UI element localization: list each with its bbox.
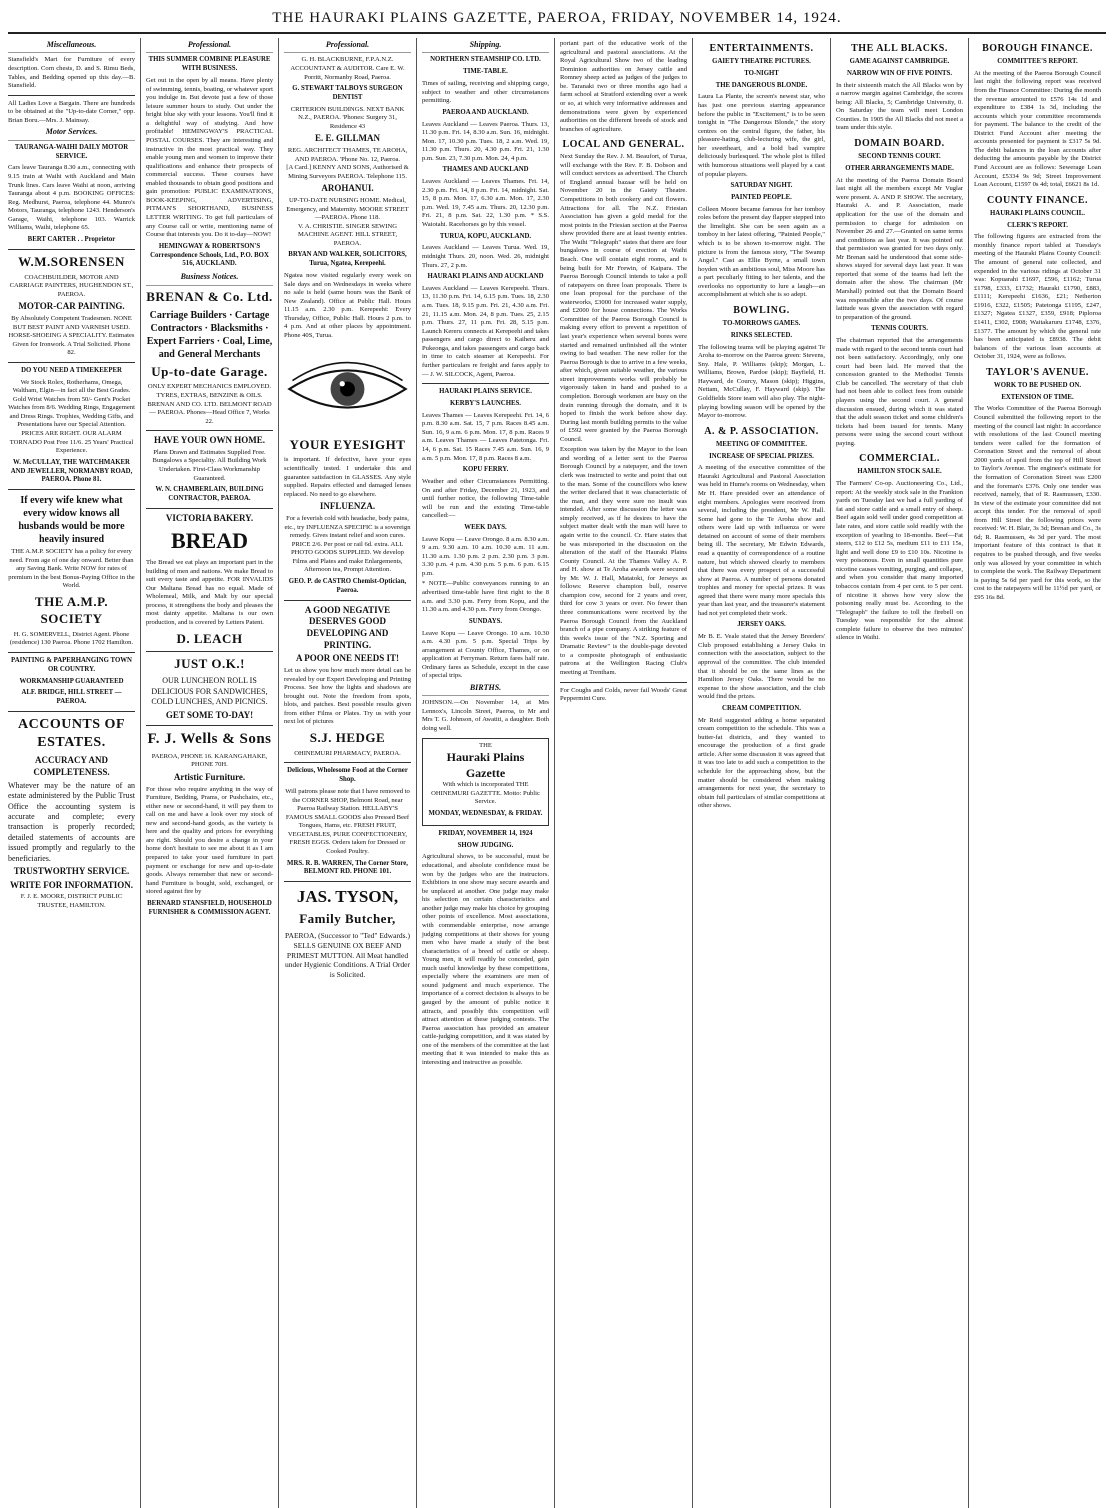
article-text: Mr Reid suggested adding a home separated cream competition to the schedule. This was a butter-fat districts, and they wanted to encourage the production of a first grade article. After some discussion it was agreed that it was too late to add such a competition to the schedule for the approaching show, but the matter should be considered when making arrangements for next year, the secretary to obtain full particulars of similar competitions at other shows. [698, 716, 825, 810]
masthead: THE HAURAKI PLAINS GAZETTE, PAEROA, FRIDAY, NOVEMBER 14, 1924. [8, 6, 1106, 34]
ad-text: We Stock Rolex, Rotherhams, Omega, Waltham, Elgin—in fact all the Best Grades. Gold Wrist Watches from 50/- Gent's Pocket Watches from 8/6. Wedding Rings, Engagement and Dress Rings. Trophies, Wedding Gifts, and Presentations have our Special Attention. PRICES ARE RIGHT. OUR ALARM TORNADO Post Free 11/6. 25 Years' Practical Experience. [8, 378, 135, 455]
ad-title: D. LEACH [176, 630, 243, 646]
ad-text: PAEROA, PHONE 16. KARANGAHAKE, PHONE 70H. [151, 752, 268, 769]
ad-title: W.M.SORENSEN [18, 253, 125, 269]
footer-ad: For Coughs and Colds, never fail Woods' Great Peppermint Cure. [560, 686, 687, 703]
section-header: Professional. [284, 40, 411, 53]
eye-illustration [284, 344, 411, 434]
article-text: In their sixteenth match the All Blacks won by a narrow margin against Cambridge, the scores being: All Blacks, 5; Cambridge University, 0. On Saturday the team will meet London Counties. In 1905 the All Blacks did not meet a team under this style. [836, 81, 963, 132]
ad-text: MRS. R. B. WARREN, The Corner Store, BELMONT RD. PHONE 101. [287, 859, 408, 876]
ad-text: H. G. SOMERVELL, District Agent. Phone (residence) 130 Paeroa. Phone 1702 Hamilton. [9, 630, 134, 647]
ad-text: REG. ARCHITECT THAMES, TE AROHA, AND PAEROA. 'Phone No. 12, Paeroa. [287, 147, 408, 163]
notice-text: JOHNSON.—On November 14, at Mrs Lennox's, Lincoln Street, Paeroa, to Mr and Mrs T. G. Johnson, of Awatiti, a daughter. Both doing well. [422, 699, 549, 732]
article-subtitle: HAURAKI PLAINS COUNCIL. [990, 209, 1085, 217]
article-subtitle: COMMITTEE'S REPORT. [997, 58, 1078, 65]
article-text: Next Sunday the Rev. J. M. Beaufort, of Turua, will exchange with the Rev. F. B. Dobson and will conduct services as advertised. The Church of England annual bazaar will be held on November 20 in the Gaiety Theatre. Competitions in both cookery and cut flowers. Attractions for all. The N.Z. Friesian Association has given a gold medal for the most points in the Friesian section at the Paeroa show provided there are at least twenty entries. The Waihi "Telegraph" states that there are four bungalows in course of erection at Waihi Beach. One will contain eight rooms, and is being built for Mr Frewin, of Kaipara. The Paeroa Borough Council intends to take a poll of ratepayers on three loan proposals. There is one loan proposal for the purchase of the waterworks, £3000 for increased water supply, and £2000 for house connections. The Works Committee of the Paeroa Borough Council is making every effort to prevent a repetition of last year's experience when several bores were started and remained unfinished all the winter owing to bad weather. The new roller for the Paeroa Borough is due to arrive in a few weeks, after which, given suitable weather, the various street improvements works will probably be vigorously taken in hand and pushed to a completion. Borough workmen are busy on the drain running through the domain, and it is hoped to finish the work before show day. During last month building permits to the value of £592 were granted by the Paeroa Borough Council. [560, 153, 687, 443]
column-7 [831, 38, 969, 1508]
ad-title: F. J. Wells & Sons [147, 731, 272, 748]
article-text: Mr B. E. Veale stated that the Jersey Breeders' Club proposed establishing a Jersey Oaks in connection with the association, subject to the approval of the committee. The club intended that it should be on the same lines as the Hamilton Jersey Oaks. There would be no expense to the show association, and the club would find the prizes. [698, 633, 825, 701]
ad-title: YOUR EYESIGHT [289, 436, 406, 452]
article-text: portant part of the educative work of the agricultural and pastoral associations. At the Royal Agricultural Show two of the leading Dominion authorities on Jersey cattle and Romney sheep acted as judges of the judges to be. Taranaki two or three months ago had a farm school at Stratford extending over a week or so, at which very informative addresses and demonstrations were given by experienced authorities on the different breeds of stock and branches of agriculture. [560, 40, 687, 133]
article-text: At the meeting of the Paeroa Domain Board last night all the members except Mr Vuglar were present. A. AND P. SHOW. The secretary, Hauraki A. and P. Association, made application for the use of the domain and permission to charge for admission on November 26 and 27.—Granted on same terms and conditions as last year. It was pointed out that permission was granted for two days only. Mr Brenan said he understood that some side-shows stayed for several days last year. It was reported that some of the teams had left the domain after the show. The chairman (Mr Marshall) pointed out that the Domain Board was responsible after the two days. Of course latitude was given the association with regard to preparation of the ground. [836, 176, 963, 321]
article-subtitle: OTHER ARRANGEMENTS MADE. [845, 164, 954, 172]
ad-title: Up-to-date Garage. [151, 363, 268, 379]
ad-text: * NOTE—Public conveyances running to an advertised time-table have first right to the 8 a.m. and 3.30 p.m. Ferry from Kopu, and the 11.30 a.m. and 4.30 p.m. Ferry from Orongo. [422, 580, 549, 614]
ad-text: OUR LUNCHEON ROLL IS DELICIOUS FOR SANDWICHES, COLD LUNCHES, AND PICNICS. [151, 676, 268, 707]
ad-title: NORTHERN STEAMSHIP CO. LTD. [430, 56, 541, 64]
ad-text: Times of sailing, receiving and shipping cargo, subject to weather and other circumstances permitting. [422, 80, 549, 105]
article-subtitle: CLERK'S REPORT. [1007, 221, 1068, 229]
column-4 [417, 38, 555, 1508]
ad-text: BERNARD STANSFIELD, HOUSEHOLD FURNISHER & COMMISSION AGENT. [147, 899, 272, 916]
ad-title: ACCOUNTS OF ESTATES. [17, 717, 125, 751]
article-text: The following teams will be playing against Te Aroha to-morrow on the Paeroa green: Stevens, Sny. Hale, P. Williams (skip); Morgan, L. Williams, Brown, Pardoe (skip); Bayfield, H. Hayward, de Courcy, Mason (skip); Higgins, Nettam, McCullay, F. Hayward (skip). The Goldfields Store team will also play. The night-playing bowling season will be opened by the Mayor to-morrow. [698, 343, 825, 420]
ad-title: TIME-TABLE. [463, 68, 508, 76]
article-subtitle: EXTENSION OF TIME. [1001, 393, 1074, 401]
ad-text: For those who require anything in the way of Furniture, Bedding, Prams, or Pushchairs, etc., either new or second-hand, it will pay them to call on me and have a look over my stock of new and second-hand goods, as the variety is here and the quality and prices for everything are right. Should you desire a change in your home don't hesitate to see me about it as I am prepared to take your used furniture in part payment or exchange for new and up-to-date goods. Always remember that new or second-hand Furniture is bought, sold, exchanged, or stored against fire by [146, 785, 273, 896]
ad-text: Leaves Auckland — Leaves Kerepeehi. Thurs. 13, 11.30 p.m. Fri. 14, 6.15 p.m. Tues. 18, 2.30 a.m. Tues. 18, 9.15 p.m. Fri. 21, 4.30 a.m. Fri. 21, 11.15 a.m. Mon. 24, 8 p.m. Tues. 25, 2.15 p.m. Thurs. 27, 11 p.m. Fri. 28, 5.15 p.m. Launch Kereru connects at Kerepeehi and takes passengers and cargo direct to Kaiheru and Pukeonga, and takes passengers and cargo back in time to catch steamer at Kerepeehi. For further particulars re freight and fares apply to— J. W. SILCOCK, Agent, Paeroa. [422, 284, 549, 378]
ad-title: KERBY'S LAUNCHES. [449, 399, 521, 407]
ad-text: Leaves Auckland — Leaves Paeroa. Thurs. 13, 11.30 p.m. Fri. 14, 8.30 a.m. Sun. 16, midnight. Mon. 17, 10.30 p.m. Tues. 18, 2 a.m. Wed. 19, 11.30 p.m. Thurs. 20, 4.30 p.m. Fri. 21, 1.30 p.m. Sun. 23, 7.30 p.m. Mon. 24, 4 p.m. [422, 120, 549, 162]
ad-text: Leave Kopu — Leave Orongo. 10 a.m. 10.30 a.m. 4.30 p.m. 5 p.m. Special Trips by arrangement at County Office, Thames, or on application at Ferryman. Return fares half rate. Ordinary fares as Schedule, except in the case of special trips. [422, 629, 549, 680]
article-text: The Farmers' Co-op. Auctioneering Co., Ltd., report: At the weekly stock sale in the Frankton yards on Tuesday last we had a full yarding of fat and store cattle and a small entry of sheep. Beef again sold well under good competition at late rates, and store cattle sold readily with the exception of yearling to 18-months. Beef—Fat steers, £12 to £12 5s, medium £11 to £11 15s, light and well done £9 to £10 10s. Nicotine is very poisonous. Even in small quantities pure nicotine causes vomiting, purging, and collapse, and when you consider that many imported tobaccos contain from 4 per cent. to 5 per cent. of nicotine it shows how very slow the poisoning really must be. According to the "Telegraph" the failure to toll the firebell on Tuesday was responsible for the almost complete failure to observe the two minutes' silence in Waihi. [836, 480, 963, 642]
masthead-the: THE [479, 741, 492, 749]
section-header: Business Notices. [146, 272, 273, 285]
ad-text: Stansfield's Mart for Furniture of every description. Corn chests, D. and S. Rimu Beds, Tables, and Bedding opened up this day.—B. Stansfield. [8, 56, 135, 90]
ad-text: Ngatea now visited regularly every week on Sale days and on Wednesdays in weeks where no sale is held (same hours was the Bank of New Zealand). Office at Public Hall. Hours 11.15 a.m. 2.30 p.m. Kerepeehi: Every Thursday, Office, Public Hall. Hours 2 p.m. to 4 p.m. And at other places by appointment. Phone 40S, Turua. [284, 272, 411, 340]
ad-text: COACHBUILDER, MOTOR AND CARRIAGE PAINTERS, HUGHENDON ST., PAEROA. [9, 273, 134, 298]
ad-title: WRITE FOR INFORMATION. [9, 879, 134, 890]
ad-title: Artistic Furniture. [173, 771, 246, 782]
article-subtitle: WORK TO BE PUSHED ON. [993, 381, 1082, 389]
ad-text: Leaves Auckland — Leaves Thames. Fri. 14, 2.30 p.m. Fri. 14, 8 p.m. Fri. 14, midnight. Sat. 15, 8 p.m. Mon. 17, 6.30 a.m. Mon. 17, 2.30 p.m. Wed. 19, 7.45 a.m. Thurs. 20, 12.30 p.m. Fri. 21, 8 p.m. Sat. 22, 1.30 p.m. * S.S. Waiotahi. Racehorses go by this vessel. [422, 178, 549, 229]
ad-title: VICTORIA BAKERY. [165, 512, 254, 523]
article-title: THE ALL BLACKS. [851, 43, 948, 54]
ad-text: [A Card.] KENNY AND SONS, Authorised & Mining Surveyors PAEROA. Telephone 115. [286, 164, 409, 180]
section-header: BIRTHS. [422, 683, 549, 696]
ad-text: Plans Drawn and Estimates Supplied Free. Bungalows a Speciality. All Building Work Undertaken. First-Class Workmanship Guaranteed. [152, 448, 267, 482]
ad-text: The Bread we eat plays an important part in the building of men and nations. We make Bread to suit every taste and appetite. FOR INVALIDS Our Maltana Bread has no equal. Made of Wholemeal, Milk, and Malt by our special process, it strengthens the body and pleases the most dainty appetite. Maltana is our own production, and is covered by Letters Patent. [146, 559, 273, 627]
article-text: Agricultural shows, to be successful, must be educational, and absolute confidence must be won by the judges who are the instructors. Exhibitors in one show may secure awards and be unplaced at another. One judge may make his selection on certain characteristics and another judge may make his choice by grouping other points of excellence. Most associations, with commendable enterprise, now arrange judging competitions at their shows for young men who have made a study of the best characteristics of a breed of cattle or sheep. Young men, it will readily be conceded, gain much useful knowledge by these competitions, especially where the examiners are men of sound judgment and much experience. The importance of a correct decision is always to be gauged by the amount of public notice it attracts, and possibly this competition will attract attention at these judging contests. The Paeroa association has provided an amateur cattle-judging competition, and it was stated by one of the members of the committee at the last meeting that it was intended to make this as interesting and instructive as possible. [422, 853, 549, 1066]
ad-text: W. McCULLAY, THE WATCHMAKER AND JEWELLER, NORMANBY ROAD, PAEROA. Phone 81. [10, 458, 133, 484]
article-title: COMMERCIAL. [859, 453, 940, 465]
ad-title: HAURAKI PLAINS AND AUCKLAND [427, 273, 544, 281]
ad-title: E. E. GILLMAN [314, 133, 380, 144]
article-text: The chairman reported that the arrangements made with regard to the second tennis court had not been satisfactory. Accordingly, only one court had been laid. He moved that the concession granted to the Methodist Tennis Club be cancelled. The secretary of that club had not been able to collect fees from outside players using the second court. A general discussion ensued, during which it was stated that the adult season ticket and some children's tickets had been issued for tennis. Many persons were using the second court without paying. [836, 337, 963, 447]
ad-text: Get out in the open by all means. Have plenty of swimming, tennis, boating, or whatever sport you indulge in. But devote just a few of those leisure summer hours to study. Out under the bright blue sky with your lessons. You'll find it a delightful way of studying. And how profitable! HEMINGWAY'S PRACTICAL POSTAL COURSES. They are interesting and instructive in the most practical way. They enable young men and women to improve their qualifications and enhance their prospects of commercial success. These courses have enabled thousands to obtain good positions and gain promotion: PUBLIC EXAMINATIONS, BOOK-KEEPING, ADVERTISING, PITMAN'S SHORTHAND, BUSINESS LETTER WRITING. To get full particulars of any Course call or write, mentioning name of Course that interests you. Do it to-day—NOW! [146, 77, 273, 239]
article-text: The following figures are extracted from the monthly finance report tabled at Tuesday's meeting of the Hauraki Plains County Council: The amount of general rate collected, and expended in the various ridings at October 31 was: Kopuarahi £1697, £596, £1162; Turua £1798, £333, £1732; Hauraki £1790, £883, £1111; Kerepeehi £1636, £21; Netherton £1916, £322, £1505; Patetonga £1195, £247, £1327; Ngatea £1327, £359, £918; Piploroa £1411, £302, £908; Waitakaruru £1748, £376, £1377. The amount by which the general rate has been anticipated is £8938. The debit balances of the various loan accounts at October 31, 1924, were as follows. [974, 233, 1101, 361]
ad-text: Leaves Auckland — Leaves Turua. Wed. 19, midnight Thurs. 20, noon. Wed. 26, midnight Thurs. 27, 2 p.m. [422, 244, 549, 269]
issue-date: FRIDAY, NOVEMBER 14, 1924 [438, 829, 533, 837]
gazette-masthead [422, 738, 549, 826]
article-title: ENTERTAINMENTS. [709, 43, 814, 54]
column-1 [8, 38, 141, 1508]
ad-text: Carriage Builders · Cartage Contractors · Blacksmiths · Expert Farriers · Coal, Lime, and General Merchants [146, 309, 273, 360]
article-subtitle: GAIETY THEATRE PICTURES. [712, 58, 811, 65]
ad-title: HAURAKI PLAINS SERVICE. [439, 388, 532, 396]
masthead-days: MONDAY, WEDNESDAY, & FRIDAY. [428, 809, 543, 817]
article-subtitle: TO-NIGHT [744, 69, 779, 77]
ad-title: A POOR ONE NEEDS IT! [295, 653, 400, 664]
ad-text: Whatever may be the nature of an estate administered by the Public Trust Office the accounting system is accurate and complete; every transaction is properly recorded; detailed statements of accounts are issued promptly and regularly to the beneficiaries. [8, 780, 135, 863]
ad-title: THIS SUMMER COMBINE PLEASURE WITH BUSINESS. [148, 56, 271, 73]
article-subtitle: JERSEY OAKS. [737, 621, 786, 629]
ad-title: BRENAN & Co. Ltd. [146, 288, 273, 304]
article-subtitle: MEETING OF COMMITTEE. [716, 440, 807, 448]
column-2 [141, 38, 279, 1508]
ad-title: TURUA, KOPU, AUCKLAND. [439, 232, 532, 240]
ad-text: THE A.M.P. SOCIETY has a policy for every need. From age of one day onward. Better than any Saving Bank. Write NOW for rates of premium in the best Bonus-Paying Office in the World. [8, 548, 135, 590]
section-header: Shipping. [422, 40, 549, 53]
ad-text: Leaves Thames — Leaves Kerepeehi. Fri. 14, 6 p.m. 8.30 a.m. Sat. 15, 7 p.m. Races 8.45 a.m. Sun. 16, 9 a.m. 6 p.m. Mon. 17, 8 p.m. Races 9 a.m. Leaves Thames — Leaves Patetonga. Fri. 14, 6 p.m. Sat. 15 Races 7.45 a.m. Sun. 16, 9 a.m. 5 p.m. Mon. 17, 8 p.m. Races 8 a.m. [422, 411, 549, 462]
masthead-sub: With which is incorporated THE OHINEMURI GAZETTE. Motto: Public Service. [431, 781, 540, 806]
ad-title: KOPU FERRY. [462, 466, 509, 474]
article-subtitle: CREAM COMPETITION. [722, 704, 801, 712]
ad-title: TAURANGA-WAIHI DAILY MOTOR SERVICE. [14, 143, 129, 160]
ad-text: Let us show you how much more detail can be revealed by our Expert Developing and Printing Process. See how the lights and shadows are brought out. Note the freedom from spots, blots, and patches. Best possible results given from either Films or Plates. Try us with your next lot of pictures [284, 667, 411, 726]
ad-title: GEO. P. de CASTRO Chemist-Optician, Paeroa. [288, 577, 407, 594]
ad-text: Weather and other Circumstances Permitting. On and after Friday, December 21, 1923, and until further notice, the following Time-table will be run and the existing Time-table cancelled:— [422, 477, 549, 520]
ad-title: PAINTING & PAPERHANGING TOWN OR COUNTRY. [11, 656, 132, 673]
article-subtitle: RINKS SELECTED. [730, 331, 793, 339]
masthead-title: Hauraki Plains Gazette [446, 750, 525, 780]
ad-text: All Ladies Love a Bargain. There are hundreds to be obtained at the "Up-to-date Corner," opp. Brian Boru.—Mrs. J. Mainsay. [8, 99, 135, 124]
ad-title: If every wife knew what every widow knows all husbands would be more heavily insured [18, 495, 125, 546]
ad-title: G. STEWART TALBOYS SURGEON DENTIST [292, 85, 403, 101]
article-text: Laura La Plante, the screen's newest star, who has just one previous starring appearance before the public in "Excitement," is to be seen tonight in "The Dangerous Blonde," the story centres on the central figure, the father, his pleasure-hating, club-lecturing wife, the girl, her sweetheart, and a bold bad vampire deliciously burlesqued. The whole plot is filled with humorous situations well played by a cast of popular players. [698, 93, 825, 178]
article-title: BOWLING. [733, 304, 790, 316]
article-title: A. & P. ASSOCIATION. [704, 425, 819, 437]
article-subtitle: GAME AGAINST CAMBRIDGE. [849, 58, 950, 65]
ad-text: Will patrons please note that I have removed to the CORNER SHOP, Belmont Road, near Paeroa Railway Station. HELLABY'S FAMOUS SMALL GOODS also Pressed Beef Tongues, Hams, etc. FRESH FRUIT, VEGETABLES, PURE CONFECTIONERY, FRESH EGGS. Orders taken for Dressed or Cooked Poultry. [285, 788, 410, 855]
ad-title: MOTOR-CAR PAINTING. [18, 301, 125, 312]
section-header: Professional. [146, 40, 273, 53]
article-text: A meeting of the executive committee of the Hauraki Agricultural and Pastoral Association was held in Hume's rooms on Wednesday, when Mr H. Hare presided over an attendance of eight members. Apologies were received from several, including the president, Mr W. Hall. Some had gone to the Te Aroha show and others were laid up with influenza or were detained on account of some of their members being ill. The secretary, Mr Edwin Edwards, read a quantity of correspondence of a routine nature, but which showed clearly to members that there was every prospect of a successful show at Paeroa. A number of persons donated trophies and money for special prizes. It was agreed that there were many more specials this year than last year, and the treasurer's statement had not yet completed their work. [698, 464, 825, 617]
ad-title: BREAD [170, 528, 248, 554]
ad-title: PAEROA AND AUCKLAND. [442, 108, 529, 116]
section-header: Motor Services. [8, 127, 135, 140]
ad-text: CRITERION BUILDINGS. NEXT BANK N.Z., PAEROA. 'Phones: Surgery 31, Residence 43 [290, 105, 405, 130]
ad-title: ACCURACY AND COMPLETENESS. [33, 755, 110, 778]
ad-title: S.J. HEDGE [309, 729, 386, 745]
article-subtitle: THE DANGEROUS BLONDE. [715, 81, 808, 89]
ad-text: BERT CARTER . . Proprietor [27, 235, 116, 243]
ad-text: ONLY EXPERT MECHANICS EMPLOYED. TYRES, EXTRAS, BENZINE & OILS. BRENAN AND CO. LTD. BELMONT ROAD — PAEROA. Phones—Head Office 7, Works 22. [147, 383, 272, 425]
article-subtitle: HAMILTON STOCK SALE. [857, 468, 942, 476]
column-6 [693, 38, 831, 1508]
ad-title: THAMES AND AUCKLAND [442, 166, 529, 174]
article-subtitle: PAINTED PEOPLE. [731, 193, 792, 201]
ad-text: UP-TO-DATE NURSING HOME. Medical, Emergency, and Maternity. MOORE STREET—PAEROA. Phone 118. [286, 197, 409, 222]
article-subtitle: NARROW WIN OF FIVE POINTS. [846, 69, 953, 77]
article-text: Exception was taken by the Mayor to the loan and wording of a letter sent to the Paeroa Borough Council by a ratepayer, and the town clerk was instructed to write and point that out to the man. Some of the councillors who knew the writer declared that it was characteristic of the man, and they were sure no insult was intended. After some discussion the letter was simply received, as if he desires to have the subject matter dealt with the man will have to again write to the council. Cr. Hare states that he was misreported in the discussion on the alteration of the staff of the Hauraki Plains County Council. At the Thames Valley A. P. and H. show at Te Aroha awards were secured by Mr. W. J. Hall, Matatoki, for Jerseys as follows: Reserve champion bull, reserve champion cow, second for 2 years and over, third for cow 3 years or over. No fewer than three communications were received by the Paeroa Borough Council from the Auckland branch of a pipe company. A striking feature of this week's issue of the "N.Z. Sporting and Dramatic Review" is the double-page devoted to a composite photograph of enthusiastic patrons at the Wellington Racing Club's meeting at Trentham. [560, 446, 687, 676]
article-title: TAYLOR'S AVENUE. [986, 366, 1089, 378]
ad-title: WEEK DAYS. [464, 523, 507, 531]
article-subtitle: SATURDAY NIGHT. [730, 182, 793, 190]
article-subtitle: TENNIS COURTS. [871, 325, 928, 333]
ad-text: W. N. CHAMBERLAIN, BUILDING CONTRACTOR, PAEROA. [155, 486, 264, 502]
ad-title: JAS. TYSON, [296, 887, 399, 907]
ad-title: INFLUENZA. [319, 501, 376, 512]
ad-text: OHINEMURI PHARMACY, PAEROA. [294, 749, 401, 757]
section-header: Miscellaneous. [8, 40, 135, 53]
column-5 [555, 38, 693, 1508]
ad-text: is important. If defective, have your eyes scientifically tested. I undertake this and guarantee satisfaction in GLASSES. Any style supplied. Repairs effected and damaged lenses replaced. No need to go elsewhere. [284, 456, 411, 498]
column-8 [969, 38, 1106, 1508]
ad-title: THE A.M.P. SOCIETY [34, 593, 109, 626]
article-title: DOMAIN BOARD. [854, 138, 945, 150]
ad-text: V. A. CHRISTIE. SINGER SEWING MACHINE AGENT. HILL STREET, PAEROA. [298, 222, 397, 247]
ad-text: Cars leave Tauranga 8.30 a.m., connecting with 9.15 train at Waihi with Auckland and Main Trunk lines. Cars leave Waihi at noon, arriving Tauranga about 4 p.m. BOOKING OFFICES: Reg. Medhurst, Paeroa, telephone 44. Munro's Motors, Tauranga, telephone 1243. Henderson's Garage, Waihi, telephone 103. Warrick Williams, Waihi, telephone 65. [8, 164, 135, 232]
article-text: At the meeting of the Paeroa Borough Council last night the following report was received from the Finance Committee: During the month the revenue amounted to £576 14s 1d and expenditure to £384 1s 3d, including the accounts which your committee recommends for payment. The balance to the credit of the District Fund Account after meeting the accounts presented for payment is £317 5s 9d. The debit balances in the loan accounts after deducting the amounts payable by the District Fund Account are as follows: Sewerage Loan Account, £5334 9s 9d; Street Improvement Loan Account, £1597 0s 4d; total, £6621 8s 1d. [974, 69, 1101, 189]
ad-text: ALF. BRIDGE, HILL STREET — PAEROA. [21, 689, 122, 706]
article-title: COUNTY FINANCE. [986, 194, 1089, 206]
ad-text: F. J. E. MOORE, DISTRICT PUBLIC TRUSTEE, HAMILTON. [20, 893, 123, 909]
ad-title: HAVE YOUR OWN HOME. [153, 435, 265, 446]
ad-title: SUNDAYS. [468, 617, 503, 625]
article-title: SHOW JUDGING. [457, 841, 514, 849]
ad-title: JUST O.K.! [174, 656, 245, 672]
ad-title: TRUSTWORTHY SERVICE. [13, 865, 130, 876]
ad-title: Family Butcher, [299, 911, 396, 927]
article-subtitle: INCREASE OF SPECIAL PRIZES. [709, 452, 814, 460]
ad-title: AROHANUI. [321, 183, 374, 194]
column-3 [279, 38, 417, 1508]
ad-title: GET SOME TO-DAY! [165, 709, 254, 720]
article-text: Colleen Moore became famous for her tomboy roles before the present day flapper stepped into the limelight. She can be seen again as a tomboy in her latest offering, "Painted People," which is to be shown to-morrow night. The picture is from the famous story, "The Swamp Angel." Cast as Ellie Byrne, a small town hoyden with an ambitious soul, Miss Moore has a part peculiarly fitting to her talents, and the overlooks no opportunity to lure a laugh—an accomplishment at which she is so adept. [698, 205, 825, 299]
ad-text: HEMINGWAY & ROBERTSON'S Correspondence Schools, Ltd., P.O. BOX 516, AUCKLAND. [150, 242, 269, 268]
article-subtitle: SECOND TENNIS COURT. [858, 153, 941, 161]
ad-title: DO YOU NEED A TIMEKEEPER [21, 366, 122, 374]
article-text: The Works Committee of the Paeroa Borough Council submitted the following report to the meeting of the council last night: In accordance with resolutions of the last Council meeting tenders were called for the formation of Coronation Street and the removal of about 2000 yards of spoil from the top of Hill Street to Taylor's Avenue. The engineer's estimate for the formation of Coronation Street was £200 and the foreman's £376. Only one tender was received, namely, that of R. Rasmussen, £330. In view of the estimate your committee did not accept this tender. For the removal of spoil from Hill Street the following prices were received: W. H. Blair, 3s 3d; Brenan and Co., 3s 6d; R. Rasmussen, 4s 3d per yard. The most important feature of this contract is that it requires to be pushed through, and five weeks only was allowed by your committee in which to complete the work. The Railway Department is paying 5s 6d per yard for this work, so the cost to the ratepayers will be 11½d per yard, or £95 16s 8d. [974, 405, 1101, 601]
ad-title: WORKMANSHIP GUARANTEED [19, 677, 124, 685]
article-title: BOROUGH FINANCE. [982, 43, 1093, 54]
article-title: LOCAL AND GENERAL. [562, 139, 685, 151]
ad-title: BRYAN AND WALKER, SOLICITORS, Turua, Ngatea, Kerepeehi. [288, 251, 407, 268]
article-subtitle: TO-MORROWS GAMES. [722, 319, 801, 327]
ad-text: By Absolutely Competent Tradesmen. NONE BUT BEST PAINT AND VARNISH USED. HORSE-SHOEING A SPECIALITY. Estimates Given for Ironwork. A Trial Solicited. Phone 82. [8, 314, 135, 357]
ad-text: Leave Kopu — Leave Orongo. 8 a.m. 8.30 a.m. 9 a.m. 9.30 a.m. 10 a.m. 10.30 a.m. 11 a.m. 11.30 a.m. 1.30 p.m. 2 p.m. 2.30 p.m. 3 p.m. 3.30 p.m. 4 p.m. 4.30 p.m. 5 p.m. 6 p.m. 6.15 p.m. [422, 535, 549, 577]
ad-text: PAEROA, (Successor to "Ted" Edwards.) SELLS GENUINE OX BEEF AND PRIMEST MUTTON. All Meat handled under Hygienic Conditions. A Trial Order is Solicited. [285, 931, 410, 980]
ad-title: A GOOD NEGATIVE DESERVES GOOD DEVELOPING AND PRINTING. [304, 604, 391, 650]
ad-title: Delicious, Wholesome Food at the Corner Shop. [287, 767, 408, 784]
ad-text: For a feverish cold with headache, body pains, etc., try INFLUENZA SPECIFIC is a sovereign remedy. Gives instant relief and soon cures. PRICE 2/6. Per post or rail 6d. extra. ALL PHOTO GOODS SUPPLIED. We develop Films and Plates and make Enlargements, Afternoon tea, Prompt Attention. [284, 514, 411, 574]
ad-text: G. H. BLACKBURNE, F.P.A.N.Z. ACCOUNTANT & AUDITOR. Care E. W. Porritt, Normanby Road, Paeroa. [290, 56, 405, 81]
columns [8, 38, 1106, 1508]
